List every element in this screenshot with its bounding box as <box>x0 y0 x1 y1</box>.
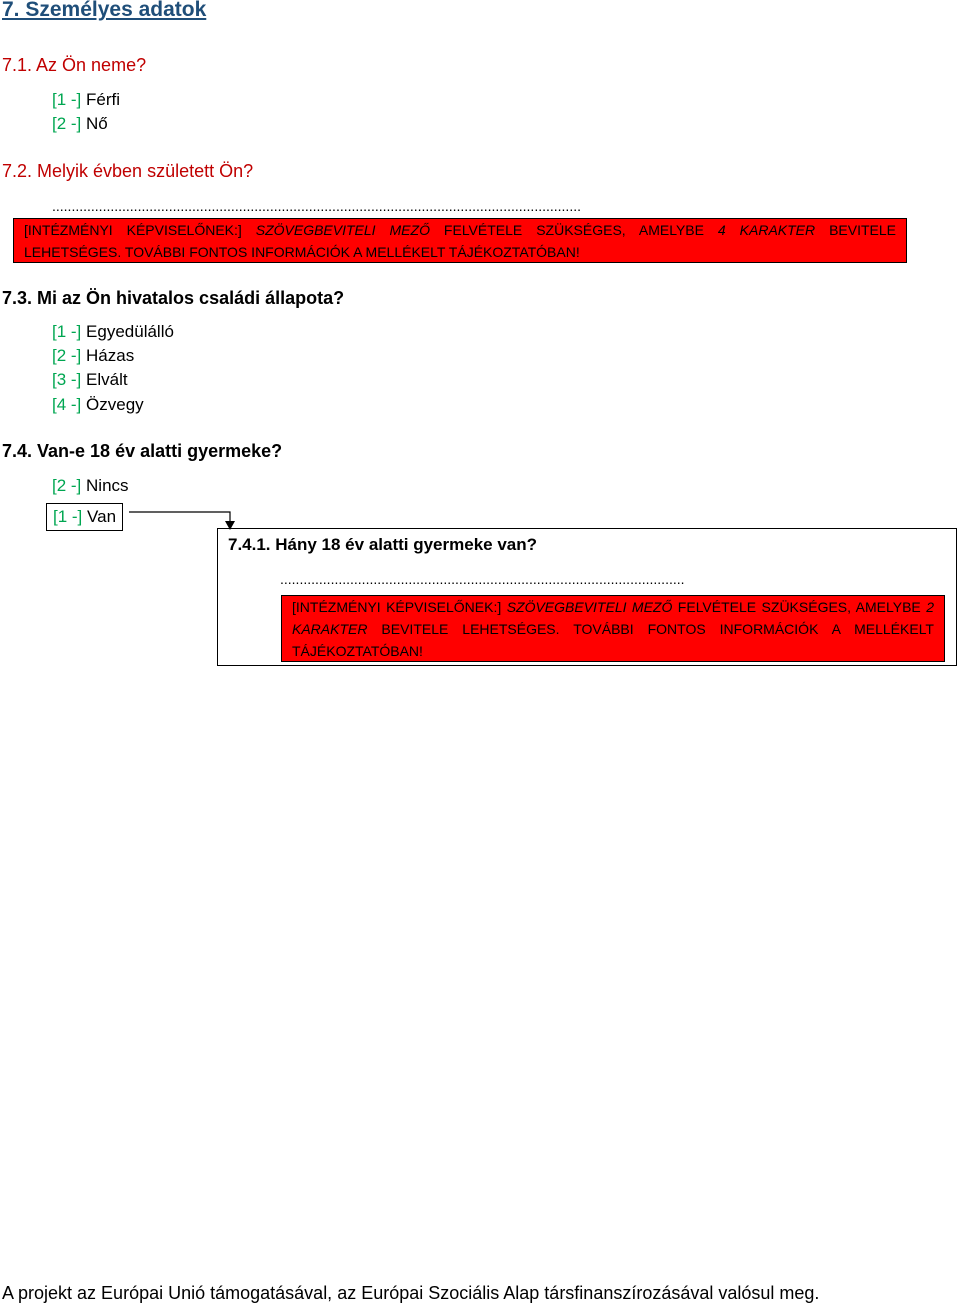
option-female[interactable] <box>52 114 108 134</box>
option-label: Férfi <box>86 90 121 109</box>
question-7-3-title: 7.3. Mi az Ön hivatalos családi állapota? <box>2 288 345 308</box>
question-7-1-title: 7.1. Az Ön neme? <box>2 55 147 75</box>
option-code: [2 -] <box>52 346 82 365</box>
option-code: [2 -] <box>52 476 82 495</box>
option-code: [4 -] <box>52 395 82 414</box>
birth-year-input-line[interactable]: ........................................................................................................................................ <box>52 198 581 214</box>
option-widowed[interactable] <box>52 395 144 415</box>
warning-box-children <box>281 595 945 662</box>
section-title: 7. Személyes adatok <box>2 0 207 21</box>
option-label: Nő <box>86 114 108 133</box>
option-single[interactable] <box>52 322 174 342</box>
warning-mid: FELVÉTELE SZÜKSÉGES, AMELYBE <box>672 599 927 615</box>
option-male[interactable] <box>52 90 120 110</box>
warning-field: SZÖVEGBEVITELI MEZŐ <box>255 222 430 238</box>
option-label: Van <box>87 507 117 526</box>
warning-count: 4 KARAKTER <box>717 222 816 238</box>
question-7-4-title: 7.4. Van-e 18 év alatti gyermeke? <box>2 441 283 461</box>
option-divorced[interactable] <box>52 370 128 390</box>
warning-suffix: BEVITELE LEHETSÉGES. TOVÁBBI FONTOS INFORMÁCIÓK A MELLÉKELT TÁJÉKOZTATÓBAN! <box>292 621 934 659</box>
option-married[interactable] <box>52 346 134 366</box>
children-count-input-line[interactable]: ........................................................................................................ <box>280 571 685 587</box>
option-label: Házas <box>86 346 135 365</box>
warning-prefix: [INTÉZMÉNYI KÉPVISELŐNEK:] <box>24 222 256 238</box>
warning-count: 2 KARAKTER <box>292 599 934 637</box>
warning-mid: FELVÉTELE SZÜKSÉGES, AMELYBE <box>429 222 718 238</box>
option-code: [1 -] <box>52 322 82 341</box>
option-code: [1 -] <box>53 507 83 526</box>
warning-box-birth-year <box>13 218 907 263</box>
footer-note: A projekt az Európai Unió támogatásával, az Európai Szociális Alap társfinanszírozásával valósul meg. <box>2 1283 820 1303</box>
option-no-children[interactable] <box>52 476 129 496</box>
warning-suffix: BEVITELE LEHETSÉGES. TOVÁBBI FONTOS INFORMÁCIÓK A MELLÉKELT TÁJÉKOZTATÓBAN! <box>24 222 897 260</box>
option-code: [2 -] <box>52 114 82 133</box>
question-7-2-title: 7.2. Melyik évben született Ön? <box>2 161 254 181</box>
option-label: Egyedülálló <box>86 322 174 341</box>
option-label: Özvegy <box>86 395 144 414</box>
option-code: [1 -] <box>52 90 82 109</box>
option-code: [3 -] <box>52 370 82 389</box>
warning-prefix: [INTÉZMÉNYI KÉPVISELŐNEK:] <box>292 599 507 615</box>
warning-field: SZÖVEGBEVITELI MEZŐ <box>506 599 673 615</box>
option-has-children[interactable] <box>46 503 123 531</box>
question-7-4-1-title: 7.4.1. Hány 18 év alatti gyermeke van? <box>228 535 538 554</box>
option-label: Nincs <box>86 476 129 495</box>
option-label: Elvált <box>86 370 128 389</box>
